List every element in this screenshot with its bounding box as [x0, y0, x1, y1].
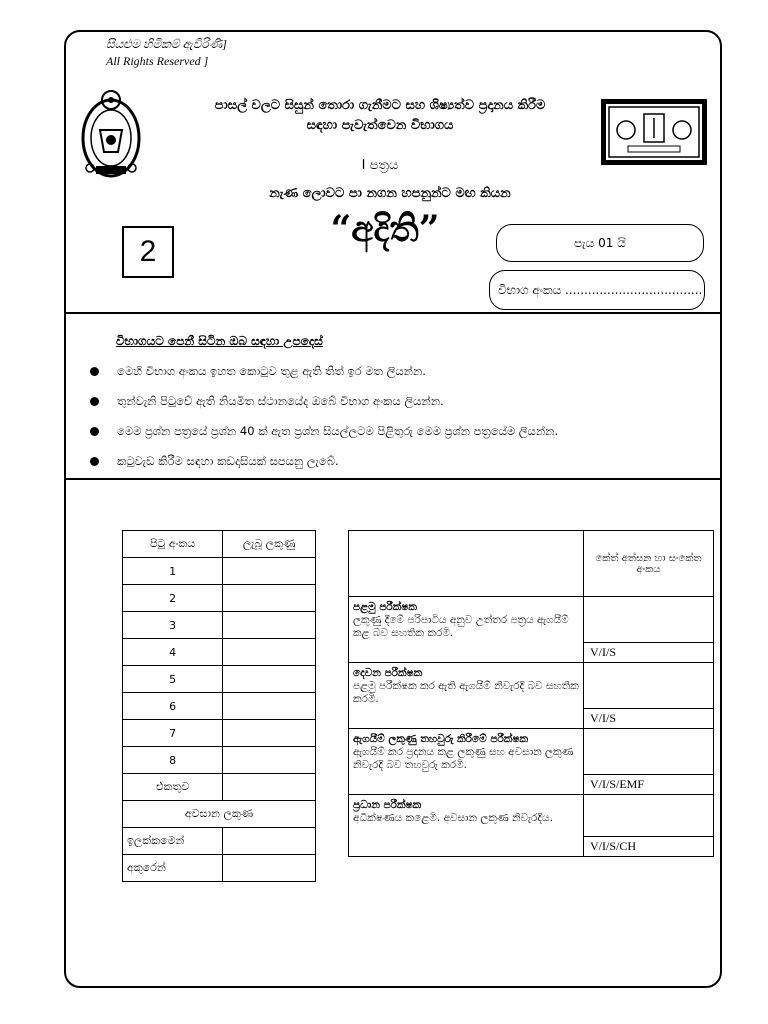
instruction-item: මෙම ප්‍රශ්න පත්‍රයේ ප්‍රශ්න 40 ක් ඇත ප්‍රශ්න සියල්ලටම පිළිතුරු මෙම ප්‍රශ්න පත්‍රයේම ලියන්න. — [90, 424, 720, 439]
instruction-item: කටුවැඩ කිරීම සඳහා කඩදාසියක් සපයනු ලැබේ. — [90, 454, 720, 469]
instruction-item: මෙහි විභාග අංකය ඉහත කොටුව තුළ ඇති තිත් ඉර මත ලියන්න. — [90, 364, 720, 379]
paper-name: “අදිති” — [330, 208, 440, 250]
examiner-row: පළමු පරීක්ෂක ලකුණු දීමේ පරිපාටිය අනුව උත්තර පත්‍රය ඇගයීම් කළ බව සහතික කරමි. V/I/S — [349, 597, 714, 663]
copyright-notice — [106, 36, 227, 70]
bullet-icon — [90, 457, 99, 466]
examiner-table — [348, 530, 714, 857]
final-marks-label: අවසාන ලකුණ — [123, 801, 316, 828]
marks-cell[interactable] — [223, 558, 316, 585]
marks-cell[interactable] — [223, 612, 316, 639]
table-row: 6 — [123, 693, 316, 720]
table-row: 8 — [123, 747, 316, 774]
copyright-english: All Rights Reserved ] — [106, 54, 209, 68]
national-emblem-icon — [78, 82, 144, 186]
paper-label: I පත්‍රය — [361, 158, 399, 173]
paper-number-box: 2 — [122, 226, 174, 278]
examiner-row: දෙවන පරීක්ෂක පළමු පරීක්ෂක කර ඇති ඇගයීම් නිවැරදි බව සහතික කරමි. V/I/S — [349, 663, 714, 729]
bullet-icon — [90, 427, 99, 436]
examiner-row: ප්‍රධාන පරීක්ෂක අධීක්ෂණය කළෙමි. අවසාන ලකුණ නිවැරදිය. V/I/S/CH — [349, 795, 714, 857]
subject-tagline: නැණ ලොවට පා නගන හපනුන්ට මඟ කියන — [269, 186, 511, 201]
instruction-item: තුන්වැනි පිටුවේ ඇති නියමිත ස්ථානයේද ඔබේ විභාග අංකය ලියන්න. — [90, 394, 720, 409]
in-numbers-label: ඉලක්කමෙන් — [123, 828, 223, 855]
table-row — [123, 774, 316, 801]
in-words-label: අකුරෙන් — [123, 855, 223, 882]
marks-cell[interactable] — [223, 693, 316, 720]
total-cell[interactable] — [223, 774, 316, 801]
table-row: 3 — [123, 612, 316, 639]
bullet-icon — [90, 397, 99, 406]
code-header: කේත් අත්සන හා සංකේත අංකය — [584, 531, 714, 597]
index-number-field[interactable]: විභාග අංකය .................................... — [489, 270, 705, 310]
marks-cell[interactable] — [223, 747, 316, 774]
department-seal-icon — [600, 98, 708, 166]
total-label: එකතුව — [123, 774, 223, 801]
bullet-icon — [90, 367, 99, 376]
table-row: 5 — [123, 666, 316, 693]
table-row: 7 — [123, 720, 316, 747]
instructions-heading: විභාගයට පෙනී සිටින ඔබ සඳහා උපදෙස් — [116, 334, 323, 348]
instructions-divider — [64, 478, 722, 480]
signature-field[interactable]: V/I/S — [584, 642, 713, 662]
exam-title-line1: පාසල් වලට සිසුන් තොරා ගැනීමට සහ ශිෂ්‍යත්ව ප්‍රදානය කිරීම — [214, 98, 546, 113]
marks-cell[interactable] — [223, 666, 316, 693]
col-header-marks: ලැබූ ලකුණු — [223, 531, 316, 558]
signature-field[interactable]: V/I/S/CH — [584, 836, 713, 856]
table-row: 4 — [123, 639, 316, 666]
in-words-cell[interactable] — [223, 855, 316, 882]
duration-box: පැය 01 යි — [496, 224, 704, 262]
table-row: 2 — [123, 585, 316, 612]
copyright-sinhala: සියළුම හිමිකම් ඇවිරිණි] — [106, 37, 227, 51]
header-divider — [64, 312, 722, 314]
marks-cell[interactable] — [223, 720, 316, 747]
table-row: 1 — [123, 558, 316, 585]
exam-title-line2: සඳහා පැවැත්වෙන විභාගය — [306, 118, 454, 133]
examiner-row: ඇගයීම් ලකුණු තහවුරු කිරීමේ පරීක්ෂක ඇගයීම් කර ප්‍රදානය කළ ලකුණු සහ අවසාන ලකුණ නිවැරදි බව තහවුරු කරමි. V/I/S/EMF — [349, 729, 714, 795]
col-header-page: පිටු අංකය — [123, 531, 223, 558]
marks-table — [122, 530, 316, 882]
in-numbers-cell[interactable] — [223, 828, 316, 855]
signature-field[interactable]: V/I/S/EMF — [584, 774, 713, 794]
marks-cell[interactable] — [223, 585, 316, 612]
marks-cell[interactable] — [223, 639, 316, 666]
exam-title — [160, 96, 600, 136]
signature-field[interactable]: V/I/S — [584, 708, 713, 728]
